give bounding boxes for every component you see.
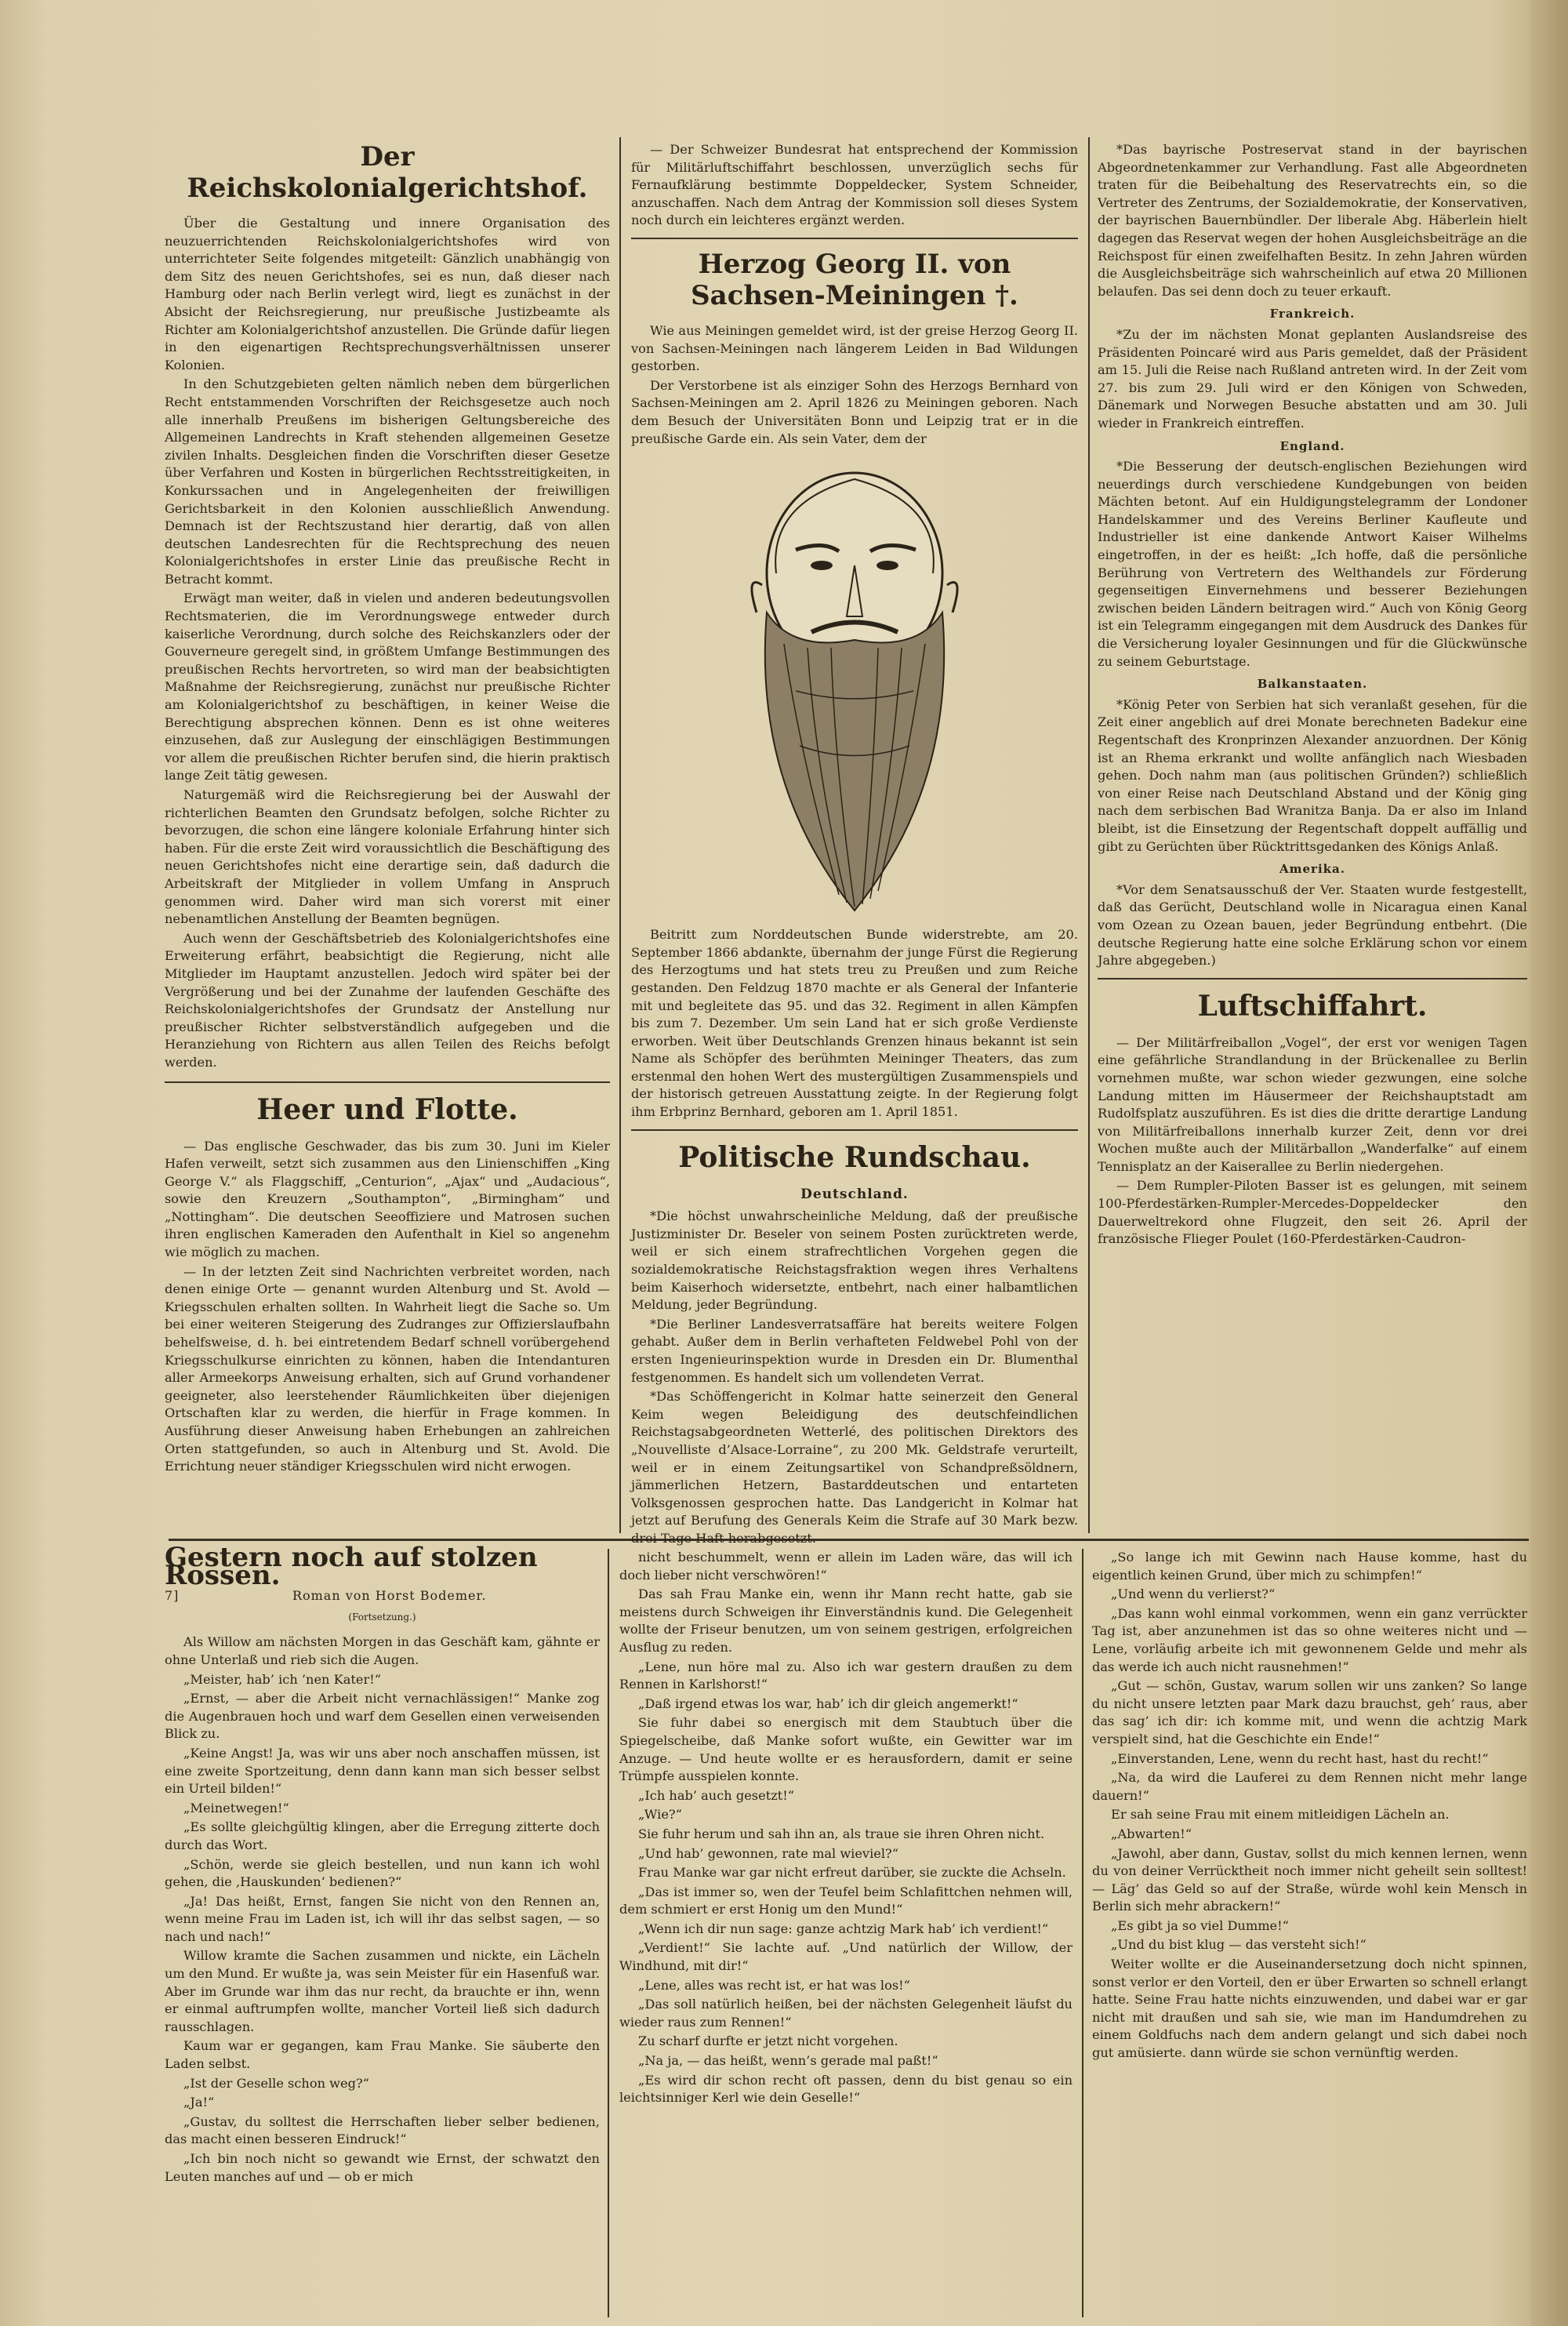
- serial-paragraph: „Ist der Geselle schon weg?“: [183, 2075, 369, 2091]
- serial-paragraph: „Jawohl, aber dann, Gustav, sollst du mich kennen lernen, wenn du von deiner Verrücktheit noch immer nicht geheilt sein solltest! — Läg’ das Geld so auf der Straße, würde wohl kein Mensch in Berlin sich mehr abrackern!“: [1092, 1845, 1527, 1914]
- serial-paragraph: Als Willow am nächsten Morgen in das Geschäft kam, gähnte er ohne Unterlaß und rieb sich die Augen.: [165, 1634, 600, 1667]
- subhead-frankreich: Frankreich.: [1269, 307, 1356, 322]
- serial-paragraph: Das sah Frau Manke ein, wenn ihr Mann recht hatte, gab sie meistens durch Schweigen ihr Einverständnis kund. Die Gelegenheit wollte der Friseur benutzen, um von seinem gestrigen, erfolgreichen Ausflug zu reden.: [619, 1586, 1073, 1655]
- column-rule: [608, 1549, 609, 2317]
- column-1: [165, 141, 610, 1533]
- serial-column-2: [619, 1549, 1073, 2317]
- serial-paragraph: „Lene, alles was recht ist, er hat was los!“: [638, 1977, 910, 1993]
- serial-number: 7]: [165, 1588, 180, 1604]
- serial-column-3: [1092, 1549, 1527, 2317]
- serial-author: Roman von Horst Bodemer.: [292, 1588, 487, 1604]
- subhead-deutschland: Deutschland.: [800, 1186, 909, 1202]
- serial-paragraph: Er sah seine Frau mit einem mitleidigen Lächeln an.: [1111, 1807, 1450, 1823]
- serial-paragraph: „So lange ich mit Gewinn nach Hause komme, hast du eigentlich keinen Grund, über mich zu schimpfen!“: [1092, 1550, 1527, 1583]
- serial-paragraph: Kaum war er gegangen, kam Frau Manke. Sie säuberte den Laden selbst.: [165, 2038, 600, 2072]
- news-item: *Die höchst unwahrscheinliche Meldung, daß der preußische Justizminister Dr. Beseler von seinem Posten zurücktreten werde, weil er sich einem strafrechtlichen Vorgehen gegen die sozialdemokratische Reichstagsfraktion wegen ihres Verhaltens beim Kaiserhoch widersetzte, entbehrt, nach einer halbamtlichen Meldung, jeder Begründung.: [631, 1208, 1078, 1313]
- serial-paragraph: Sie fuhr herum und sah ihn an, als traue sie ihren Ohren nicht.: [638, 1826, 1045, 1841]
- serial-paragraph: „Ich bin noch nicht so gewandt wie Ernst, der schwatzt den Leuten manches auf und — ob er mich: [165, 2151, 600, 2184]
- serial-paragraph: Sie fuhr dabei so energisch mit dem Staubtuch über die Spiegelscheibe, daß Manke sofort wußte, ein Gewitter war im Anzuge. — Und heute wollte er es herausfordern, damit er seine Trümpfe ausspielen konnte.: [619, 1715, 1073, 1784]
- serial-paragraph: „Das soll natürlich heißen, bei der nächsten Gelegenheit läufst du wieder raus zum Rennen!“: [619, 1997, 1073, 2030]
- serial-paragraph: nicht beschummelt, wenn er allein im Laden wäre, das will ich doch lieber nicht verschwören!“: [619, 1550, 1073, 1583]
- serial-paragraph: „Wie?“: [638, 1807, 682, 1823]
- headline-herzog: Herzog Georg II. von Sachsen-Meiningen †.: [691, 248, 1018, 311]
- headline-luftschiffahrt: Luftschiffahrt.: [1197, 989, 1428, 1023]
- subhead-amerika: Amerika.: [1279, 862, 1345, 877]
- column-2: [631, 141, 1078, 1546]
- serial-paragraph: „Es sollte gleichgültig klingen, aber die Erregung zitterte doch durch das Wort.: [165, 1819, 600, 1852]
- article-paragraph: — Das englische Geschwader, das bis zum 30. Juni im Kieler Hafen verweilt, setzt sich zusammen aus den Linienschiffen „King George V.“ als Flaggschiff, „Centurion“, „Ajax“ und „Audacious“, sowie den Kreuzern „Southampton“, „Birmingham“ und „Nottingham“. Die deutschen Seeoffiziere und Matrosen suchen ihren englischen Kameraden den Aufenthalt in Kiel so angenehm wie möglich zu machen.: [165, 1138, 610, 1260]
- serial-paragraph: „Das ist immer so, wen der Teufel beim Schlafittchen nehmen will, dem schmiert er erst Honig um den Mund!“: [619, 1884, 1073, 1917]
- serial-paragraph: „Gut — schön, Gustav, warum sollen wir uns zanken? So lange du nicht unsere letzten paar Mark dazu brauchst, geh’ raus, aber das sag’ ich dir: ich komme mit, und wenn die achtzig Mark verspielt sind, hat die Geschichte ein Ende!“: [1092, 1678, 1527, 1746]
- column-rule: [1088, 137, 1090, 1533]
- serial-paragraph: „Es gibt ja so viel Dumme!“: [1111, 1917, 1289, 1933]
- column-3: [1098, 141, 1527, 1533]
- article-paragraph: In den Schutzgebieten gelten nämlich neben dem bürgerlichen Recht entstammenden Vorschriften der Reichsgesetze auch noch alle innerhalb Preußens im bisherigen Geltungsbereiche des Allgemeinen Landrechts in Kraft stehenden allgemeinen Gesetze zivilen Inhalts. Desgleichen finden die Vorschriften dieser Gesetze über Verfahren und Kosten in bürgerlichen Rechtsstreitigkeiten, in Konkurssachen und in Angelegenheiten der freiwilligen Gerichtsbarkeit in den Kolonien ausschließlich Anwendung. Demnach ist der Rechtszustand hier derartig, daß von allen deutschen Landesrechten für die Rechtsprechung des neuen Kolonialgerichtshofes in erster Linie das preußische Recht in Betracht kommt.: [165, 376, 610, 587]
- serial-continuation: (Fortsetzung.): [348, 1611, 416, 1623]
- serial-paragraph: „Ernst, — aber die Arbeit nicht vernachlässigen!“ Manke zog die Augenbrauen hoch und warf dem Gesellen einen verweisenden Blick zu.: [165, 1691, 600, 1742]
- news-item: *Vor dem Senatsausschuß der Ver. Staaten wurde festgestellt, daß das Gerücht, Deutschland wolle in Nicaragua einen Kanal vom Ozean zu Ozean bauen, jeder Begründung entbehrt. (Die deutsche Regierung hatte eine solche Erklärung schon vor einem Jahre abgegeben.): [1098, 881, 1527, 969]
- serial-paragraph: „Und hab’ gewonnen, rate mal wieviel?“: [638, 1845, 898, 1861]
- serial-title: Gestern noch auf stolzen Rossen.: [165, 1542, 538, 1591]
- article-paragraph: Über die Gestaltung und innere Organisation des neuzuerrichtenden Reichskolonialgerichtshofes wird von unterrichteter Seite folgendes mitgeteilt: Gänzlich unabhängig von dem Sitz des neuen Gerichtshofes, sei es nun, daß dieser nach Hamburg oder nach Berlin verlegt wird, liegt es zunächst in der Absicht der Reichsregierung, nur preußische Justizbeamte als Richter am Kolonialgerichtshof anzustellen. Die Gründe dafür liegen in den eigenartigen Rechtsprechungsverhältnissen unserer Kolonien.: [165, 216, 610, 373]
- news-item: *König Peter von Serbien hat sich veranlaßt gesehen, für die Zeit einer angeblich auf drei Monate berechneten Badekur eine Regentschaft des Kronprinzen Alexander anzuordnen. Der König ist an Rhema erkrankt und wollte anfänglich nach Wiesbaden gehen. Doch nahm man (aus politischen Gründen?) schließlich von einer Reise nach Deutschland Abstand und der König ging nach dem serbischen Bad Wranitza Banja. Da er also im Inland bleibt, ist die Einsetzung der Regentschaft doppelt auffällig und gibt zu Gerüchten über Rücktrittsgedanken des Königs Anlaß.: [1098, 696, 1527, 854]
- serial-paragraph: „Wenn ich dir nun sage: ganze achtzig Mark hab’ ich verdient!“: [638, 1921, 1049, 1936]
- news-item: *Zu der im nächsten Monat geplanten Auslandsreise des Präsidenten Poincaré wird aus Paris gemeldet, daß der Präsident am 15. Juli die Reise nach Rußland antreten wird. In der Zeit vom 27. bis zum 29. Juli wird er den Königen von Schweden, Dänemark und Norwegen Besuche abstatten und am 30. Juli wieder in Frankreich eintreffen.: [1098, 326, 1527, 431]
- serial-paragraph: Frau Manke war gar nicht erfreut darüber, sie zuckte die Achseln.: [638, 1865, 1066, 1881]
- serial-paragraph: „Es wird dir schon recht oft passen, denn du bist genau so ein leichtsinniger Kerl wie dein Geselle!“: [619, 2072, 1073, 2106]
- article-paragraph: Erwägt man weiter, daß in vielen und anderen bedeutungsvollen Rechtsmaterien, die im Verordnungswege entweder durch kaiserliche Verordnung, durch solche des Reichskanzlers oder der Gouverneure geregelt sind, in größtem Umfange Bestimmungen des preußischen Rechts hervortreten, so wird man der beabsichtigten Maßnahme der Reichsregierung, zunächst nur preußische Richter am Kolonialgerichtshof zu beschäftigen, in keiner Weise die Berechtigung absprechen können. Denn es ist ohne weiteres einzusehen, daß zur Auslegung der einschlägigen Bestimmungen vor allem die preußischen Richter berufen sind, die hierin praktisch lange Zeit tätig gewesen.: [165, 591, 610, 783]
- serial-paragraph: „Keine Angst! Ja, was wir uns aber noch anschaffen müssen, ist eine zweite Sportzeitung, denn dann kann man sich besser selbst ein Urteil bilden!“: [165, 1745, 600, 1797]
- serial-paragraph: „Daß irgend etwas los war, hab’ ich dir gleich angemerkt!“: [638, 1695, 1018, 1711]
- news-item: *Die Besserung der deutsch-englischen Beziehungen wird neuerdings durch verschiedene Kundgebungen von beiden Mächten betont. Auf ein Huldigungstelegramm der Londoner Handelskammer und des Vereins Berliner Kaufleute und Industrieller ist eine dankende Antwort Kaiser Wilhelms eingetroffen, in der es heißt: „Ich hoffe, daß die persönliche Berührung von Vertretern des Welthandels zur Förderung gegenseitigen Einvernehmens und besserer Beziehungen zwischen beiden Ländern beitragen wird.“ Auch von König Georg ist ein Telegramm eingegangen mit dem Ausdruck des Dankes für die Versicherung loyaler Gesinnungen und für die Glückwünsche zu seinem Geburtstage.: [1098, 459, 1527, 669]
- column-rule: [1082, 1549, 1083, 2317]
- serial-paragraph: „Meister, hab’ ich ’nen Kater!“: [183, 1671, 381, 1687]
- news-item: *Das bayrische Postreservat stand in der bayrischen Abgeordnetenkammer zur Verhandlung. Fast alle Abgeordneten traten für die Beibehaltung des Reservatrechts ein, so die Vertreter des Zentrums, der Sozialdemokratie, der Konservativen, der bayrischen Bauernbündler. Der liberale Abg. Häberlein hielt dagegen das Reservat wegen der hohen Ausgleichsbeiträge an die Reichspost für einen zweifelhaften Besitz. In zehn Jahren würden die Ausgleichsbeiträge sich wahrscheinlich auf etwa 20 Millionen belaufen. Das sei denn doch zu teuer erkauft.: [1098, 142, 1527, 299]
- portrait-illustration: [721, 456, 988, 918]
- serial-paragraph: „Ich hab’ auch gesetzt!“: [638, 1787, 795, 1803]
- headline-politische-rundschau: Politische Rundschau.: [678, 1140, 1031, 1174]
- serial-paragraph: Weiter wollte er die Auseinandersetzung doch nicht spinnen, sonst verlor er den Vorteil, den er über Erwarten so schnell erlangt hatte. Seine Frau hatte nichts einzuwenden, und dabei war er gar nicht mit draußen und sah sie, wie man im Handumdrehen zu einem Goldfuchs nach dem andern gelangt und sich dabei noch gut amüsierte. dann würde sie schon vernünftig werden.: [1092, 1957, 1527, 2061]
- article-paragraph: — Der Militärfreiballon „Vogel“, der erst vor wenigen Tagen eine gefährliche Strandlandung in der Brückenallee zu Berlin vornehmen mußte, war schon wieder gezwungen, eine solche Landung mitten im Häusermeer der Reichshauptstadt am Rudolfsplatz auszuführen. Es ist dies die dritte derartige Landung von Militärfreiballons innerhalb kurzer Zeit, denn vor drei Wochen mußte auch der Militärballon „Wanderfalke“ auf einem Tennisplatz an der Kaiserallee zu Berlin niedergehen.: [1098, 1034, 1527, 1174]
- serial-paragraph: „Na, da wird die Lauferei zu dem Rennen nicht mehr lange dauern!“: [1092, 1770, 1527, 1803]
- serial-paragraph: Zu scharf durfte er jetzt nicht vorgehen.: [638, 2033, 898, 2049]
- article-paragraph: — In der letzten Zeit sind Nachrichten verbreitet worden, nach denen einige Orte — genannt wurden Altenburg und St. Avold — Kriegsschulen erhalten sollten. In Wahrheit liegt die Sache so. Um bei einer weiteren Steigerung des Zudranges zur Offizierslaufbahn behelfsweise, d. h. bei eintretendem Bedarf schnell vorübergehend Kriegsschulkurse einrichten zu können, haben die Intendanturen aller Armeekorps Anweisung erhalten, sich auf Grund vorhandener geeigneter, also leerstehender Räumlichkeiten über diejenigen Ortschaften klar zu werden, die hierfür in Frage kommen. In Ausführung dieser Anweisung haben Erhebungen an zahlreichen Orten stattgefunden, so auch in Altenburg und St. Avold. Die Errichtung neuer ständiger Kriegsschulen wird nicht erwogen.: [165, 1263, 610, 1474]
- article-paragraph: Beitritt zum Norddeutschen Bunde widerstrebte, am 20. September 1866 abdankte, übernahm der junge Fürst die Regierung des Herzogtums und hat stets treu zu Preußen und zum Reiche gestanden. Den Feldzug 1870 machte er als General der Infanterie mit und begleitete das 95. und das 32. Regiment in allen Kämpfen bis zum 7. Dezember. Um sein Land hat er sich große Verdienste erworben. Weit über Deutschlands Grenzen hinaus bekannt ist sein Name als Schöpfer des berühmten Meininger Theaters, das zum erstenmal den hohen Wert des mustergültigen Zusammenspiels und der historisch getreuen Ausstattung zeigte. In der Regierung folgt ihm Erbprinz Bernhard, geboren am 1. April 1851.: [631, 927, 1078, 1120]
- page-edge: [1530, 0, 1568, 2326]
- article-paragraph: Auch wenn der Geschäftsbetrieb des Kolonialgerichtshofes eine Erweiterung erfährt, beabsichtigt die Regierung, nicht alle Mitglieder im Hauptamt anzustellen. Jedoch wird später bei der Vergrößerung und bei der Zunahme der laufenden Geschäfte des Reichskolonialgerichtshofes der Grundsatz der Anstellung nur preußischer Richter selbstverständlich aufgegeben und die Heranziehung von Richtern aus allen Teilen des Reichs befolgt werden.: [165, 930, 610, 1070]
- headline-heer-flotte: Heer und Flotte.: [256, 1092, 518, 1126]
- article-paragraph: Der Verstorbene ist als einziger Sohn des Herzogs Bernhard von Sachsen-Meiningen am 2. April 1826 zu Meiningen geboren. Nach dem Besuch der Universitäten Bonn und Leipzig trat er in die preußische Garde ein. Als sein Vater, dem der: [631, 377, 1078, 446]
- news-item: *Das Schöffengericht in Kolmar hatte seinerzeit den General Keim wegen Beleidigung des deutschfeindlichen Reichstagsabgeordneten Wetterlé, des politischen Direktors des „Nouvelliste d’Alsace-Lorraine“, zu 200 Mk. Geldstrafe verurteilt, weil er in einem Zeitungsartikel von Schandpreßsöldnern, jämmerlichen Hetzern, Bastarddeutschen und entarteten Volksgenossen gesprochen hatte. Das Landgericht in Kolmar hat jetzt auf Berufung des Generals Keim die Strafe auf 30 Mark bezw. drei Tage Haft herabgesetzt.: [631, 1389, 1078, 1546]
- serial-paragraph: Willow kramte die Sachen zusammen und nickte, ein Lächeln um den Mund. Er wußte ja, was sein Meister für ein Hasenfuß war. Aber im Grunde war ihm das nur recht, da brauchte er ihn, wenn er einmal auftrumpfen wollte, mancher Vorteil ließ sich dadurch rausschlagen.: [165, 1948, 600, 2034]
- article-paragraph: — Dem Rumpler-Piloten Basser ist es gelungen, mit seinem 100-Pferdestärken-Rumpler-Mercedes-Doppeldecker den Dauerweltrekord ohne Flugzeit, den seit 26. April der französische Flieger Poulet (160-Pferdestärken-Caudron-: [1098, 1178, 1527, 1247]
- serial-paragraph: „Abwarten!“: [1111, 1826, 1192, 1841]
- serial-paragraph: „Und wenn du verlierst?“: [1111, 1586, 1276, 1602]
- serial-paragraph: „Gustav, du solltest die Herrschaften lieber selber bedienen, das macht einen besseren Eindruck!“: [165, 2113, 600, 2147]
- serial-paragraph: „Lene, nun höre mal zu. Also ich war gestern draußen zu dem Rennen in Karlshorst!“: [619, 1659, 1073, 1692]
- article-paragraph: — Der Schweizer Bundesrat hat entsprechend der Kommission für Militärluftschiffahrt beschlossen, unverzüglich sechs für Fernaufklärung bestimmte Doppeldecker, System Schneider, anzuschaffen. Nach dem Antrag der Kommission soll dieses System noch durch ein leichteres ergänzt werden.: [631, 142, 1078, 228]
- serial-paragraph: „Schön, werde sie gleich bestellen, und nun kann ich wohl gehen, die ‚Hauskunden‘ bedienen?“: [165, 1856, 600, 1890]
- article-paragraph: Wie aus Meiningen gemeldet wird, ist der greise Herzog Georg II. von Sachsen-Meiningen nach längerem Leiden in Bad Wildungen gestorben.: [631, 322, 1078, 374]
- subhead-balkan: Balkanstaaten.: [1257, 677, 1368, 692]
- serial-paragraph: „Und du bist klug — das versteht sich!“: [1111, 1937, 1367, 1953]
- subhead-england: England.: [1279, 438, 1345, 453]
- headline-reichskolonial: Der Reichskolonialgerichtshof.: [187, 141, 588, 204]
- article-paragraph: Naturgemäß wird die Reichsregierung bei der Auswahl der richterlichen Beamten den Grundsatz befolgen, solche Richter zu bevorzugen, die schon eine längere koloniale Erfahrung hinter sich haben. Für die erste Zeit wird voraussichtlich die Beschäftigung des neuen Gerichtshofes nicht eine derartige sein, daß dadurch die Arbeitskraft der Mitglieder in vollem Umfang in Anspruch genommen wird. Daher wird man sich vorerst mit einer nebenamtlichen Anstellung der Beamten begnügen.: [165, 787, 610, 927]
- news-item: *Die Berliner Landesverratsaffäre hat bereits weitere Folgen gehabt. Außer dem in Berlin verhafteten Feldwebel Pohl von der ersten Ingenieurinspektion wurde in Dresden ein Dr. Blumenthal festgenommen. Es handelt sich um vollendeten Verrat.: [631, 1316, 1078, 1385]
- serial-paragraph: „Ja!“: [183, 2095, 215, 2110]
- column-rule: [619, 137, 621, 1533]
- serial-paragraph: „Meinetwegen!“: [183, 1800, 289, 1815]
- serial-paragraph: „Einverstanden, Lene, wenn du recht hast, hast du recht!“: [1111, 1750, 1489, 1766]
- serial-paragraph: „Ja! Das heißt, Ernst, fangen Sie nicht von den Rennen an, wenn meine Frau im Laden ist, ich will ihr das selbst sagen, — so nach und nach!“: [165, 1893, 600, 1944]
- serial-column-1: [165, 1542, 600, 2317]
- serial-paragraph: „Na ja, — das heißt, wenn’s gerade mal paßt!“: [638, 2053, 938, 2069]
- serial-paragraph: „Verdient!“ Sie lachte auf. „Und natürlich der Willow, der Windhund, mit dir!“: [619, 1940, 1073, 1974]
- serial-paragraph: „Das kann wohl einmal vorkommen, wenn ein ganz verrückter Tag ist, aber anzunehmen ist das so ohne weiteres nicht und — Lene, vorläufig arbeite ich mit gewonnenem Gelde und mehr als das werde ich auch nicht rausnehmen!“: [1092, 1605, 1527, 1674]
